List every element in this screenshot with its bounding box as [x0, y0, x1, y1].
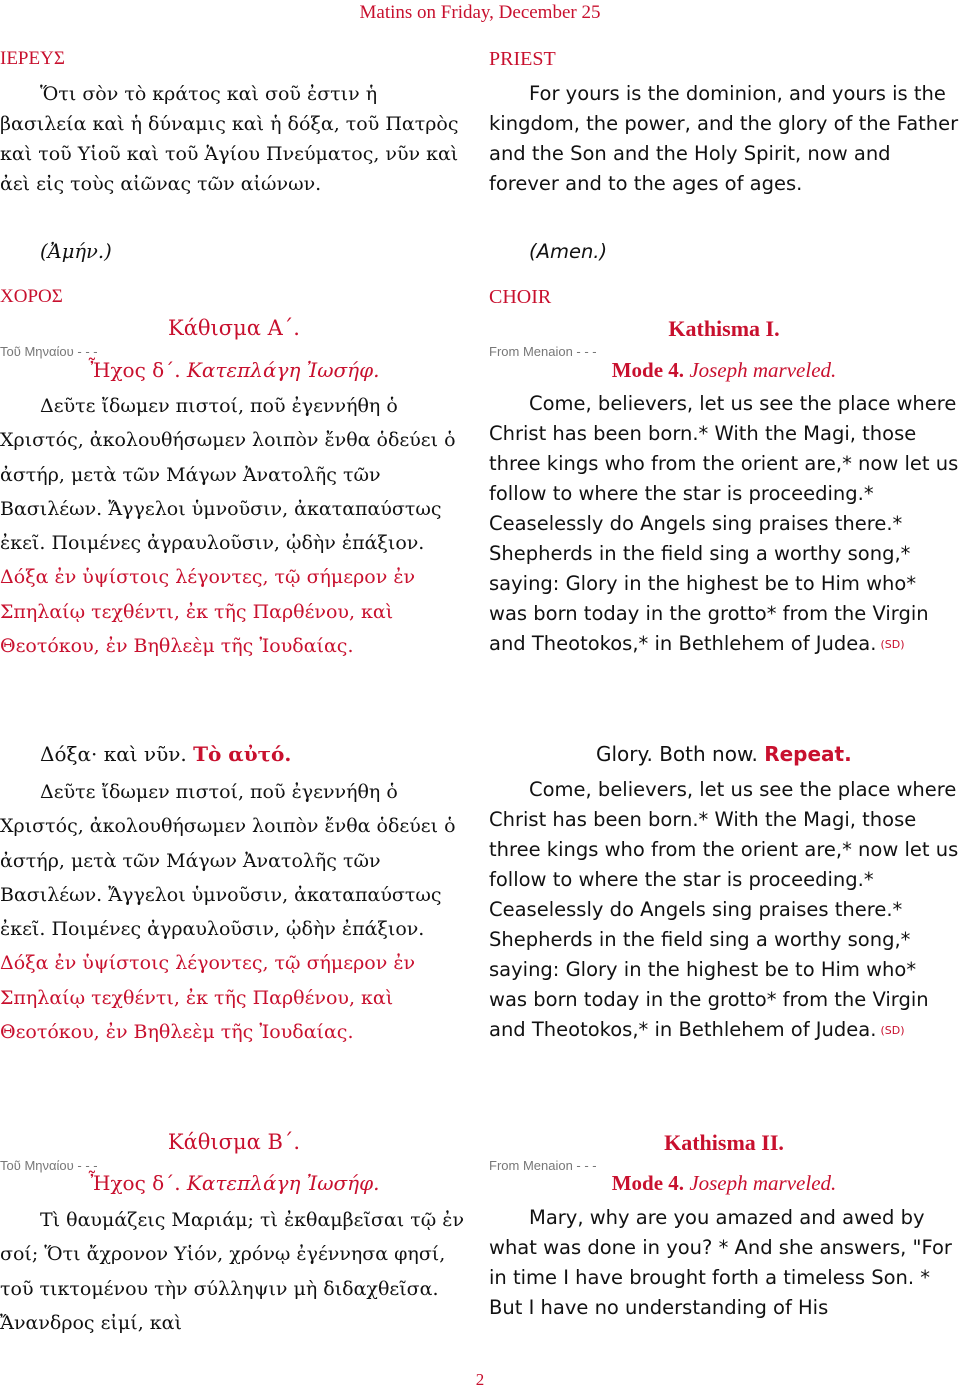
melody2-greek: Κατεπλάγη Ἰωσήφ.: [186, 1171, 380, 1195]
kathisma1-repeat-text-english: [489, 775, 959, 1046]
kathisma1-text-b-greek: Δόξα ἐν ὑψίστοις λέγοντες, τῷ σήμερον ἐν Σπηλαίῳ τεχθέντι, ἐκ τῆς Παρθένου, καὶ Θεοτόκου, ἐν Βηθλεὲμ τῆς Ἰουδαίας.: [0, 566, 416, 658]
kathisma2-title-english: Kathisma II.: [664, 1130, 784, 1155]
kathisma1-body-english: Come, believers, let us see the place where Christ has been born.* With the Magi, those three kings who from the orient are,* now let us follow to where the star is proceeding.* Ceaselessly do Angels sing praises there.* Shepherds in the field sing a worthy song,* saying: Glory in the highest be to Him who* was born today in the grotto* from the Virgin and Theotokos,* in Bethlehem of Judea.: [489, 392, 959, 655]
kathisma1-source-greek: Τοῦ Μηναίου - - -: [0, 344, 98, 359]
doxa-line-greek: [40, 742, 508, 766]
kathisma1-title-greek: Κάθισμα Α΄.: [168, 316, 300, 340]
kathisma2-source-greek: Τοῦ Μηναίου - - -: [0, 1158, 98, 1173]
amen-english: (Amen.): [529, 240, 608, 263]
doxa-line-english: [596, 742, 960, 766]
melody2-english: Joseph marveled.: [689, 1171, 837, 1195]
sd-marker-repeat: (SD): [880, 1024, 905, 1037]
kathisma2-mode-greek: [0, 1171, 468, 1195]
repeat-greek: Τὸ αὐτό.: [193, 742, 292, 766]
kathisma2-mode-english: [489, 1171, 959, 1196]
choir-label-english: CHOIR: [489, 286, 552, 308]
mode2-greek: Ἦχος δ΄.: [88, 1171, 181, 1195]
page-number: 2: [475, 1370, 485, 1389]
kathisma1-mode-english: [489, 358, 959, 383]
kathisma2-source-english: From Menaion - - -: [489, 1158, 597, 1173]
mode-greek: Ἦχος δ΄.: [88, 358, 181, 382]
kathisma1-repeat-body-english: Come, believers, let us see the place where Christ has been born.* With the Magi, those three kings who from the orient are,* now let us follow to where the star is proceeding.* Ceaselessly do Angels sing praises there.* Shepherds in the field sing a worthy song,* saying: Glory in the highest be to Him who* was born today in the grotto* from the Virgin and Theotokos,* in Bethlehem of Judea.: [489, 778, 959, 1041]
kathisma2-title-greek: Κάθισμα Β΄.: [167, 1130, 301, 1154]
kathisma1-text-a-greek: Δεῦτε ἴδωμεν πιστοί, ποῦ ἐγεννήθη ὁ Χριστός, ἀκολουθήσωμεν λοιπὸν ἔνθα ὁδεύει ὁ ἀστήρ, μετὰ τῶν Μάγων Ἀνατολῆς τῶν Βασιλέων. Ἄγγελοι ὑμνοῦσιν, ἀκαταπαύστως ἐκεῖ. Ποιμένες ἀγραυλοῦσιν, ᾠδὴν ἐπάξιον.: [0, 395, 456, 555]
kathisma1-text-greek: [0, 389, 468, 663]
ekphonesis-greek: Ὅτι σὸν τὸ κράτος καὶ σοῦ ἐστιν ἡ βασιλεία καὶ ἡ δύναμις καὶ ἡ δόξα, τοῦ Πατρὸς καὶ τοῦ Υἱοῦ καὶ τοῦ Ἁγίου Πνεύματος, νῦν καὶ ἀεὶ εἰς τοὺς αἰῶνας τῶν αἰώνων.: [0, 83, 459, 195]
ekphonesis-english: For yours is the dominion, and yours is the kingdom, the power, and the glory of the Father and the Son and the Holy Spirit, now and forever and to the ages of ages.: [489, 82, 959, 195]
choir-label-greek: ΧΟΡΟΣ: [0, 286, 63, 307]
kathisma1-source-english: From Menaion - - -: [489, 344, 597, 359]
doxa-greek: Δόξα· καὶ νῦν.: [40, 742, 187, 766]
mode2-english: Mode 4.: [611, 1171, 685, 1195]
priest-label-english: PRIEST: [489, 48, 556, 70]
sd-marker: (SD): [880, 638, 905, 651]
kathisma2-text-greek: Τὶ θαυμάζεις Μαριάμ; τὶ ἐκθαμβεῖσαι τῷ ἐν σοί; Ὅτι ἄχρονον Υἱόν, χρόνῳ ἐγέννησα φησί, τοῦ τικτομένου τὴν σύλληψιν μὴ διδαχθεῖσα. Ἄνανδρος εἰμί, καὶ: [0, 1209, 465, 1334]
doxa-english: Glory. Both now.: [596, 742, 758, 766]
mode-english: Mode 4.: [611, 358, 685, 382]
kathisma1-repeat-text-b-greek: Δόξα ἐν ὑψίστοις λέγοντες, τῷ σήμερον ἐν Σπηλαίῳ τεχθέντι, ἐκ τῆς Παρθένου, καὶ Θεοτόκου, ἐν Βηθλεὲμ τῆς Ἰουδαίας.: [0, 952, 416, 1044]
melody-english: Joseph marveled.: [689, 358, 837, 382]
melody-greek: Κατεπλάγη Ἰωσήφ.: [186, 358, 380, 382]
kathisma1-title-english: Kathisma I.: [668, 316, 780, 341]
page-header: Matins on Friday, December 25: [359, 2, 601, 23]
repeat-english: Repeat.: [764, 742, 852, 766]
kathisma2-text-english: Mary, why are you amazed and awed by what was done in you? * And she answers, "For in time I have brought forth a timeless Son. * But I have no understanding of His: [489, 1206, 952, 1319]
kathisma1-repeat-text-greek: [0, 775, 468, 1049]
kathisma1-repeat-text-a-greek: Δεῦτε ἴδωμεν πιστοί, ποῦ ἐγεννήθη ὁ Χριστός, ἀκολουθήσωμεν λοιπὸν ἔνθα ὁδεύει ὁ ἀστήρ, μετὰ τῶν Μάγων Ἀνατολῆς τῶν Βασιλέων. Ἄγγελοι ὑμνοῦσιν, ἀκαταπαύστως ἐκεῖ. Ποιμένες ἀγραυλοῦσιν, ᾠδὴν ἐπάξιον.: [0, 781, 456, 941]
priest-label-greek: ΙΕΡΕΥΣ: [0, 48, 65, 69]
kathisma1-text-english: [489, 389, 959, 660]
amen-greek: (Ἀμήν.): [40, 240, 112, 263]
kathisma1-mode-greek: [0, 358, 468, 382]
